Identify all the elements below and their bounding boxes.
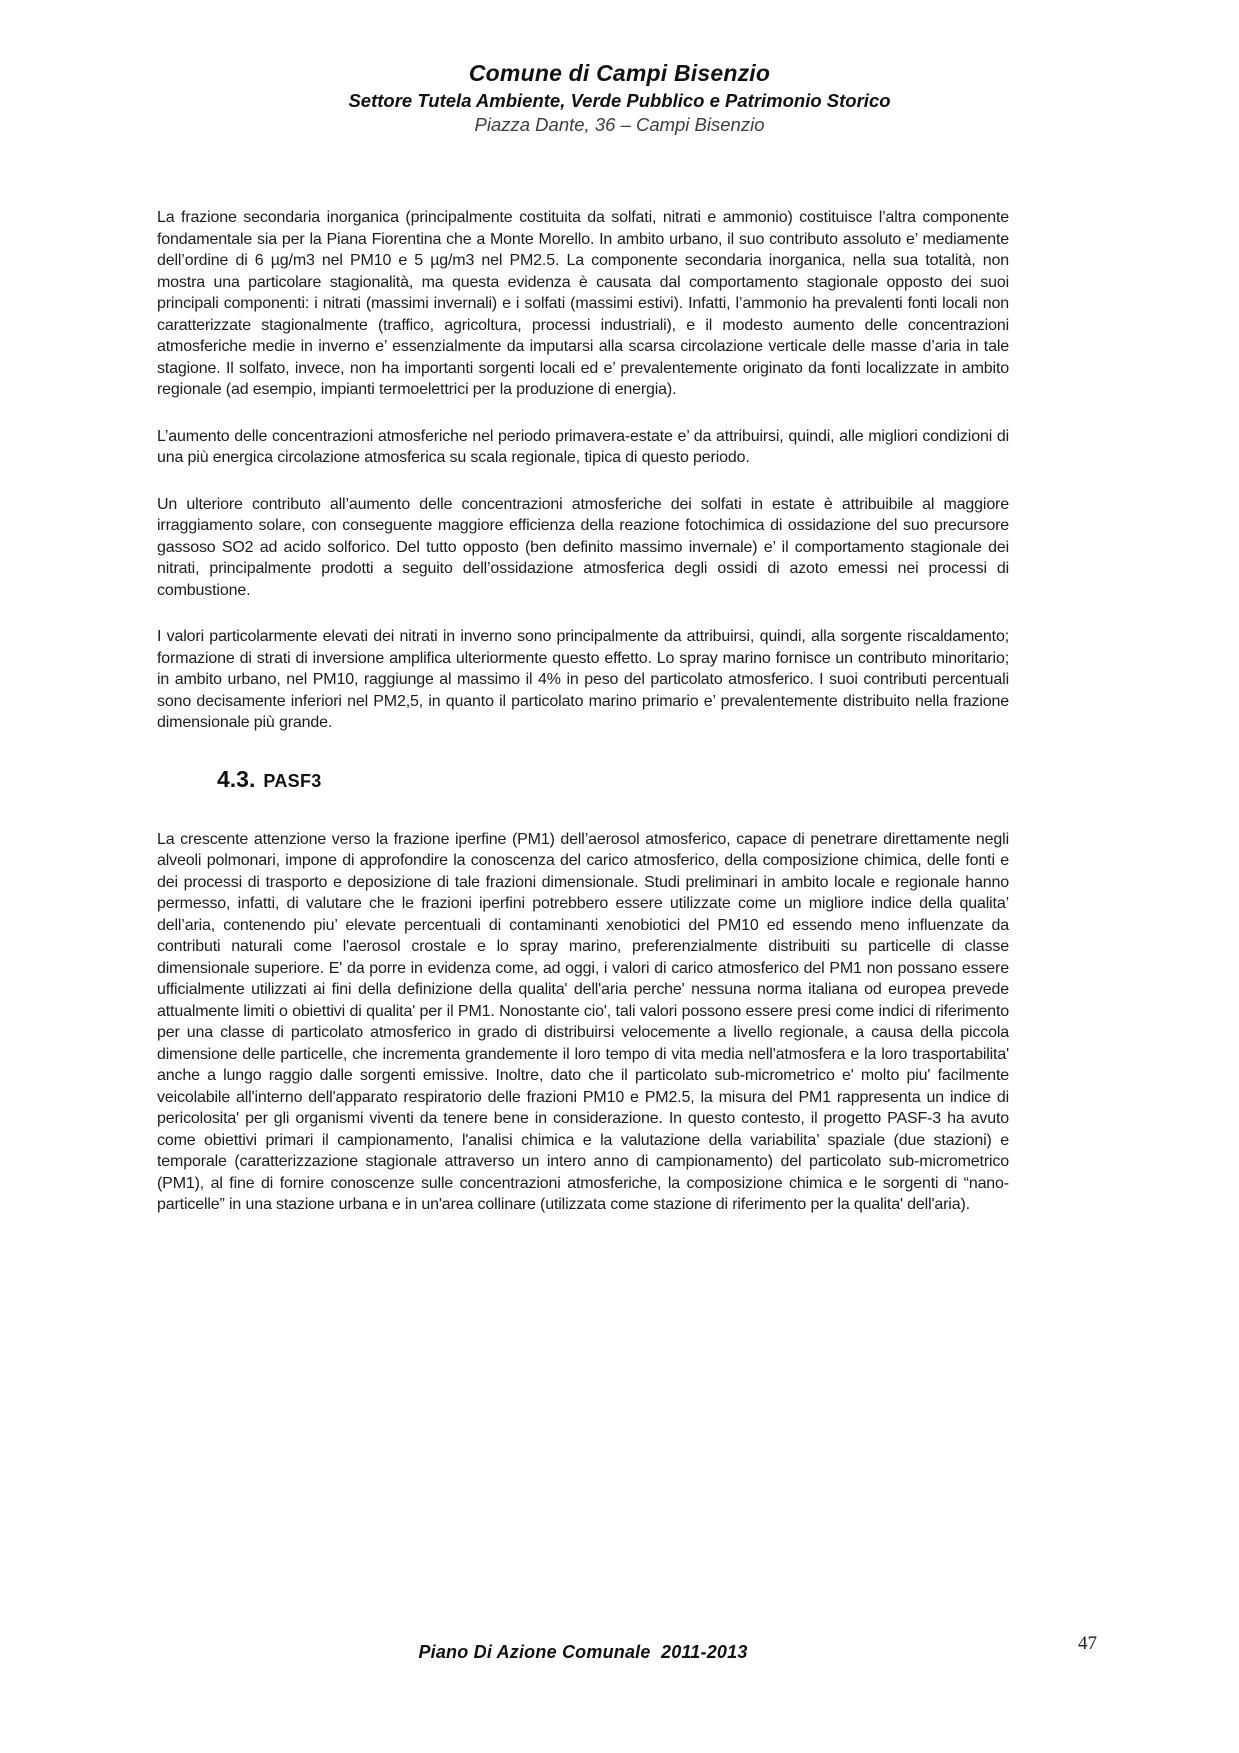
municipality-title: Comune di Campi Bisenzio [468,60,771,86]
paragraph-secondary-inorganic-fraction: La frazione secondaria inorganica (principalmente costituita da solfati, nitrati e ammonio) costituisce l’altra componente fondamentale sia per la Piana Fiorentina che a Monte Morello. In ambito urbano, il suo contributo assoluto e’ mediamente dell’ordine di 6 µg/m3 nel PM10 e 5 µg/m3 nel PM2.5. La componente secondaria inorganica, nella sua totalità, non mostra una particolare stagionalità, ma questa evidenza è causata dal comportamento stagionale opposto dei suoi principali componenti: i nitrati (massimi invernali) e i solfati (massimi estivi). Infatti, l’ammonio ha prevalenti fonti locali non caratterizzate stagionalmente (traffico, agricoltura, processi industriali), e il modesto aumento delle concentrazioni atmosferiche medie in inverno e’ essenzialmente da imputarsi alla scarsa circolazione verticale delle masse d’aria in tale stagione. Il solfato, invece, non ha importanti sorgenti locali ed e’ prevalentemente originato da fonti localizzate in ambito regionale (ad esempio, impianti termoelettrici per la produzione di energia). [157,209,1009,398]
paragraph-pasf3: La crescente attenzione verso la frazione iperfine (PM1) dell’aerosol atmosferico, capace di penetrare direttamente negli alveoli polmonari, impone di approfondire la conoscenza del carico atmosferico, della composizione chimica, delle fonti e dei processi di trasporto e deposizione di tale frazioni dimensionale. Studi preliminari in ambito locale e regionale hanno permesso, infatti, di valutare che le frazioni iperfini potrebbero essere utilizzate come un migliore indice della qualita’ dell’aria, contenendo piu’ elevate percentuali di contaminanti xenobiotici del PM10 ed essendo meno influenzate da contributi naturali come l'aerosol crostale e lo spray marino, preferenzialmente distribuiti su particelle di classe dimensionale superiore. E' da porre in evidenza come, ad oggi, i valori di carico atmosferico del PM1 non possano essere ufficialmente utilizzati ai fini della definizione della qualita' dell'aria perche' nessuna norma italiana od europea prevede attualmente limiti o obiettivi di qualita' per il PM1. Nonostante cio', tali valori possono essere presi come indici di riferimento per una classe di particolato atmosferico in grado di distribuirsi velocemente a livello regionale, a causa della piccola dimensione delle particelle, che incrementa grandemente il loro tempo di vita media nell'atmosfera e la loro trasportabilita' anche a lungo raggio dalle sorgenti emissive. Inoltre, dato che il particolato sub-micrometrico e' molto piu' facilmente veicolabile all'interno dell'apparato respiratorio delle frazioni PM10 e PM2.5, la misura del PM1 rappresenta un indice di pericolosita' per gli organismi viventi da tenere bene in considerazione. In questo contesto, il progetto PASF-3 ha avuto come obiettivi primari il campionamento, l'analisi chimica e la valutazione della variabilita’ spaziale (due stazioni) e temporale (caratterizzazione stagionale attraverso un intero anno di campionamento) del particolato sub-micrometrico (PM1), al fine di fornire conoscenze sulle concentrazioni atmosferiche, la composizione chimica e le sorgenti di “nano-particelle” in una stazione urbana e in un'area collinare (utilizzata come stazione di riferimento per la qualita' dell'aria). [157,830,1009,1213]
footer-plan-title: Piano Di Azione Comunale 2011-2013 [418,1642,748,1662]
department-subtitle: Settore Tutela Ambiente, Verde Pubblico e Patrimonio Storico [348,90,891,112]
document-header [0,60,1239,136]
paragraph-winter-nitrates: I valori particolarmente elevati dei nitrati in inverno sono principalmente da attribuirsi, quindi, alla sorgente riscaldamento; formazione di strati di inversione amplifica ulteriormente questo effetto. Lo spray marino fornisce un contributo minoritario; in ambito urbano, nel PM10, raggiunge al massimo il 4% in peso del particolato atmosferico. I suoi contributi percentuali sono decisamente inferiori nel PM2,5, in quanto il particolato marino primario e’ prevalentemente distribuito nella frazione dimensionale più grande. [157,628,1009,731]
address-line: Piazza Dante, 36 – Campi Bisenzio [474,113,765,135]
section-heading-4-3 [217,766,1009,793]
page-number: 47 [1078,1633,1097,1654]
document-footer [157,1642,1009,1663]
section-title: PASF3 [263,770,322,791]
document-body [157,207,1009,1241]
paragraph-spring-summer-increase: L’aumento delle concentrazioni atmosferiche nel periodo primavera-estate e’ da attribuirsi, quindi, alle migliori condizioni di una più energica circolazione atmosferica su scala regionale, tipica di questo periodo. [157,427,1009,466]
paragraph-sulfate-contribution: Un ulteriore contributo all’aumento delle concentrazioni atmosferiche dei solfati in estate è attribuibile al maggiore irraggiamento solare, con conseguente maggiore efficienza della reazione fotochimica di ossidazione del suo precursore gassoso SO2 ad acido solforico. Del tutto opposto (ben definito massimo invernale) e’ il comportamento stagionale dei nitrati, principalmente prodotti a seguito dell’ossidazione atmosferica degli ossidi di azoto emessi nei processi di combustione. [157,495,1009,599]
section-number: 4.3. [217,765,256,792]
